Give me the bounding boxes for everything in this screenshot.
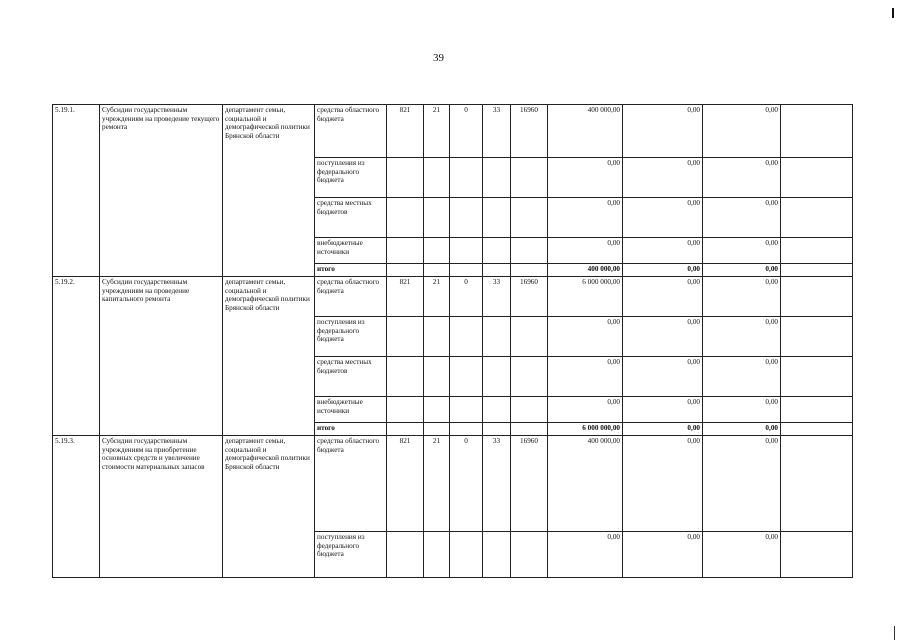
budget-code-cell xyxy=(483,158,511,198)
budget-code-cell xyxy=(450,238,483,264)
executor-cell: департамент семьи, социальной и демографической политики Брянской области xyxy=(223,105,315,277)
budget-code-cell xyxy=(483,198,511,238)
item-name-cell: Субсидии государственным учреждениям на проведение капитального ремонта xyxy=(100,277,223,436)
budget-code-cell xyxy=(483,423,511,436)
budget-code-cell: 0 xyxy=(450,436,483,532)
budget-code-cell xyxy=(387,423,424,436)
funding-source-cell: итого xyxy=(315,423,387,436)
budget-code-cell xyxy=(387,532,424,578)
budget-code-cell xyxy=(483,317,511,357)
budget-code-cell xyxy=(450,198,483,238)
budget-code-cell xyxy=(424,264,450,277)
funding-source-cell: средства областного бюджета xyxy=(315,436,387,532)
table-row xyxy=(53,277,853,317)
amount-year3-cell: 0,00 xyxy=(703,105,781,158)
amount-year3-cell: 0,00 xyxy=(703,317,781,357)
budget-code-cell: 0 xyxy=(450,277,483,317)
amount-year2-cell: 0,00 xyxy=(623,158,703,198)
budget-code-cell xyxy=(511,158,548,198)
budget-code-cell xyxy=(483,238,511,264)
table-row xyxy=(53,105,853,158)
budget-code-cell xyxy=(387,317,424,357)
amount-year1-cell: 0,00 xyxy=(548,198,623,238)
funding-source-cell: средства областного бюджета xyxy=(315,277,387,317)
budget-code-cell xyxy=(511,238,548,264)
funding-source-cell: поступления из федерального бюджета xyxy=(315,532,387,578)
amount-year2-cell: 0,00 xyxy=(623,357,703,397)
item-name-cell: Субсидии государственным учреждениям на приобретение основных средств и увеличение стоимости материальных запасов xyxy=(100,436,223,578)
amount-year1-cell: 0,00 xyxy=(548,238,623,264)
budget-code-cell xyxy=(511,317,548,357)
amount-year2-cell: 0,00 xyxy=(623,105,703,158)
budget-code-cell xyxy=(424,198,450,238)
empty-cell xyxy=(781,423,853,436)
budget-code-cell xyxy=(511,198,548,238)
amount-year1-cell: 0,00 xyxy=(548,397,623,423)
budget-code-cell: 821 xyxy=(387,277,424,317)
empty-cell xyxy=(781,436,853,532)
budget-code-cell xyxy=(424,357,450,397)
budget-code-cell xyxy=(450,357,483,397)
funding-source-cell: внебюджетные источники xyxy=(315,397,387,423)
budget-code-cell xyxy=(483,532,511,578)
amount-year3-cell: 0,00 xyxy=(703,357,781,397)
budget-code-cell: 21 xyxy=(424,277,450,317)
empty-cell xyxy=(781,198,853,238)
budget-code-cell xyxy=(387,198,424,238)
amount-year3-cell: 0,00 xyxy=(703,158,781,198)
funding-source-cell: внебюджетные источники xyxy=(315,238,387,264)
budget-code-cell xyxy=(511,397,548,423)
empty-cell xyxy=(781,264,853,277)
budget-code-cell xyxy=(511,264,548,277)
budget-code-cell: 16960 xyxy=(511,105,548,158)
amount-year1-cell: 0,00 xyxy=(548,317,623,357)
amount-year2-cell: 0,00 xyxy=(623,277,703,317)
funding-source-cell: средства местных бюджетов xyxy=(315,198,387,238)
amount-year1-cell: 0,00 xyxy=(548,532,623,578)
empty-cell xyxy=(781,105,853,158)
budget-code-cell xyxy=(483,357,511,397)
amount-year1-cell: 400 000,00 xyxy=(548,105,623,158)
budget-table xyxy=(52,104,853,578)
funding-source-cell: итого xyxy=(315,264,387,277)
table-row xyxy=(53,436,853,532)
amount-year2-cell: 0,00 xyxy=(623,238,703,264)
amount-year1-cell: 0,00 xyxy=(548,158,623,198)
budget-code-cell xyxy=(424,158,450,198)
amount-year3-cell: 0,00 xyxy=(703,264,781,277)
budget-code-cell xyxy=(424,532,450,578)
empty-cell xyxy=(781,238,853,264)
amount-year2-cell: 0,00 xyxy=(623,423,703,436)
amount-year1-cell: 6 000 000,00 xyxy=(548,423,623,436)
budget-code-cell xyxy=(450,397,483,423)
amount-year3-cell: 0,00 xyxy=(703,423,781,436)
budget-code-cell xyxy=(511,532,548,578)
budget-code-cell xyxy=(483,264,511,277)
budget-code-cell: 33 xyxy=(483,277,511,317)
budget-code-cell: 21 xyxy=(424,105,450,158)
executor-cell: департамент семьи, социальной и демографической политики Брянской области xyxy=(223,436,315,578)
amount-year1-cell: 400 000,00 xyxy=(548,264,623,277)
budget-code-cell xyxy=(450,532,483,578)
budget-code-cell xyxy=(424,238,450,264)
scan-edge-mark-bottom xyxy=(894,626,895,640)
amount-year2-cell: 0,00 xyxy=(623,532,703,578)
budget-code-cell: 16960 xyxy=(511,277,548,317)
amount-year2-cell: 0,00 xyxy=(623,317,703,357)
funding-source-cell: поступления из федерального бюджета xyxy=(315,317,387,357)
item-number-cell: 5.19.2. xyxy=(53,277,100,436)
budget-code-cell: 821 xyxy=(387,436,424,532)
budget-code-cell xyxy=(424,423,450,436)
amount-year3-cell: 0,00 xyxy=(703,198,781,238)
amount-year2-cell: 0,00 xyxy=(623,436,703,532)
amount-year1-cell: 6 000 000,00 xyxy=(548,277,623,317)
budget-code-cell xyxy=(450,317,483,357)
item-name-cell: Субсидии государственным учреждениям на проведение текущего ремонта xyxy=(100,105,223,277)
budget-code-cell xyxy=(450,264,483,277)
executor-cell: департамент семьи, социальной и демографической политики Брянской области xyxy=(223,277,315,436)
budget-code-cell: 16960 xyxy=(511,436,548,532)
budget-code-cell xyxy=(511,423,548,436)
amount-year3-cell: 0,00 xyxy=(703,397,781,423)
budget-code-cell xyxy=(511,357,548,397)
empty-cell xyxy=(781,317,853,357)
empty-cell xyxy=(781,158,853,198)
amount-year1-cell: 0,00 xyxy=(548,357,623,397)
funding-source-cell: средства местных бюджетов xyxy=(315,357,387,397)
amount-year3-cell: 0,00 xyxy=(703,238,781,264)
budget-code-cell: 33 xyxy=(483,105,511,158)
empty-cell xyxy=(781,532,853,578)
item-number-cell: 5.19.1. xyxy=(53,105,100,277)
budget-code-cell xyxy=(450,158,483,198)
budget-code-cell xyxy=(387,357,424,397)
empty-cell xyxy=(781,397,853,423)
budget-code-cell: 33 xyxy=(483,436,511,532)
budget-code-cell: 0 xyxy=(450,105,483,158)
amount-year1-cell: 400 000,00 xyxy=(548,436,623,532)
funding-source-cell: средства областного бюджета xyxy=(315,105,387,158)
budget-code-cell xyxy=(387,264,424,277)
amount-year2-cell: 0,00 xyxy=(623,397,703,423)
empty-cell xyxy=(781,277,853,317)
amount-year3-cell: 0,00 xyxy=(703,436,781,532)
budget-code-cell xyxy=(387,238,424,264)
scan-edge-mark xyxy=(892,8,894,18)
budget-code-cell xyxy=(387,158,424,198)
empty-cell xyxy=(781,357,853,397)
page-number: 39 xyxy=(433,52,444,64)
budget-code-cell xyxy=(387,397,424,423)
budget-code-cell xyxy=(483,397,511,423)
amount-year3-cell: 0,00 xyxy=(703,532,781,578)
item-number-cell: 5.19.3. xyxy=(53,436,100,578)
amount-year2-cell: 0,00 xyxy=(623,198,703,238)
budget-code-cell xyxy=(450,423,483,436)
budget-code-cell: 821 xyxy=(387,105,424,158)
budget-code-cell: 21 xyxy=(424,436,450,532)
amount-year2-cell: 0,00 xyxy=(623,264,703,277)
amount-year3-cell: 0,00 xyxy=(703,277,781,317)
budget-code-cell xyxy=(424,317,450,357)
funding-source-cell: поступления из федерального бюджета xyxy=(315,158,387,198)
budget-code-cell xyxy=(424,397,450,423)
